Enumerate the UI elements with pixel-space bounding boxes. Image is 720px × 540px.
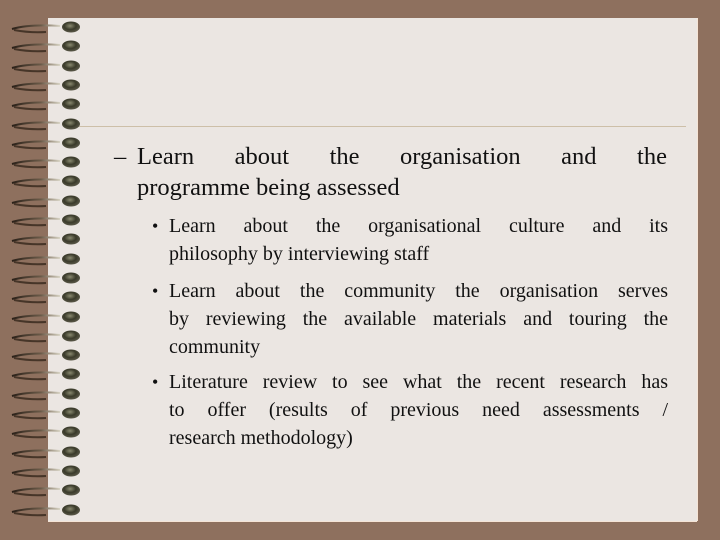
bullet-line: Learn about the organisational culture and its (169, 215, 668, 237)
bullet-line: to offer (results of previous need assessments / (169, 399, 668, 421)
heading-item (114, 141, 667, 203)
bullet-icon: • (152, 372, 159, 392)
bullet-line: Literature review to see what the recent research has (169, 371, 668, 393)
bullet-line: philosophy by interviewing staff (169, 243, 430, 265)
bullet-line: research methodology) (169, 427, 353, 449)
dash-marker: – (114, 143, 127, 170)
bullet-line: by reviewing the available materials and touring the (169, 308, 668, 330)
bullet-item (152, 277, 668, 361)
heading-line-1: Learn about the organisation and the (137, 143, 667, 170)
bullet-icon: • (152, 216, 159, 236)
bullet-icon: • (152, 281, 159, 301)
bullet-item (152, 368, 668, 452)
bullet-line: community (169, 336, 261, 358)
bullet-line: Learn about the community the organisation serves (169, 280, 668, 302)
bullet-item (152, 212, 668, 268)
heading-line-2: programme being assessed (137, 174, 400, 201)
